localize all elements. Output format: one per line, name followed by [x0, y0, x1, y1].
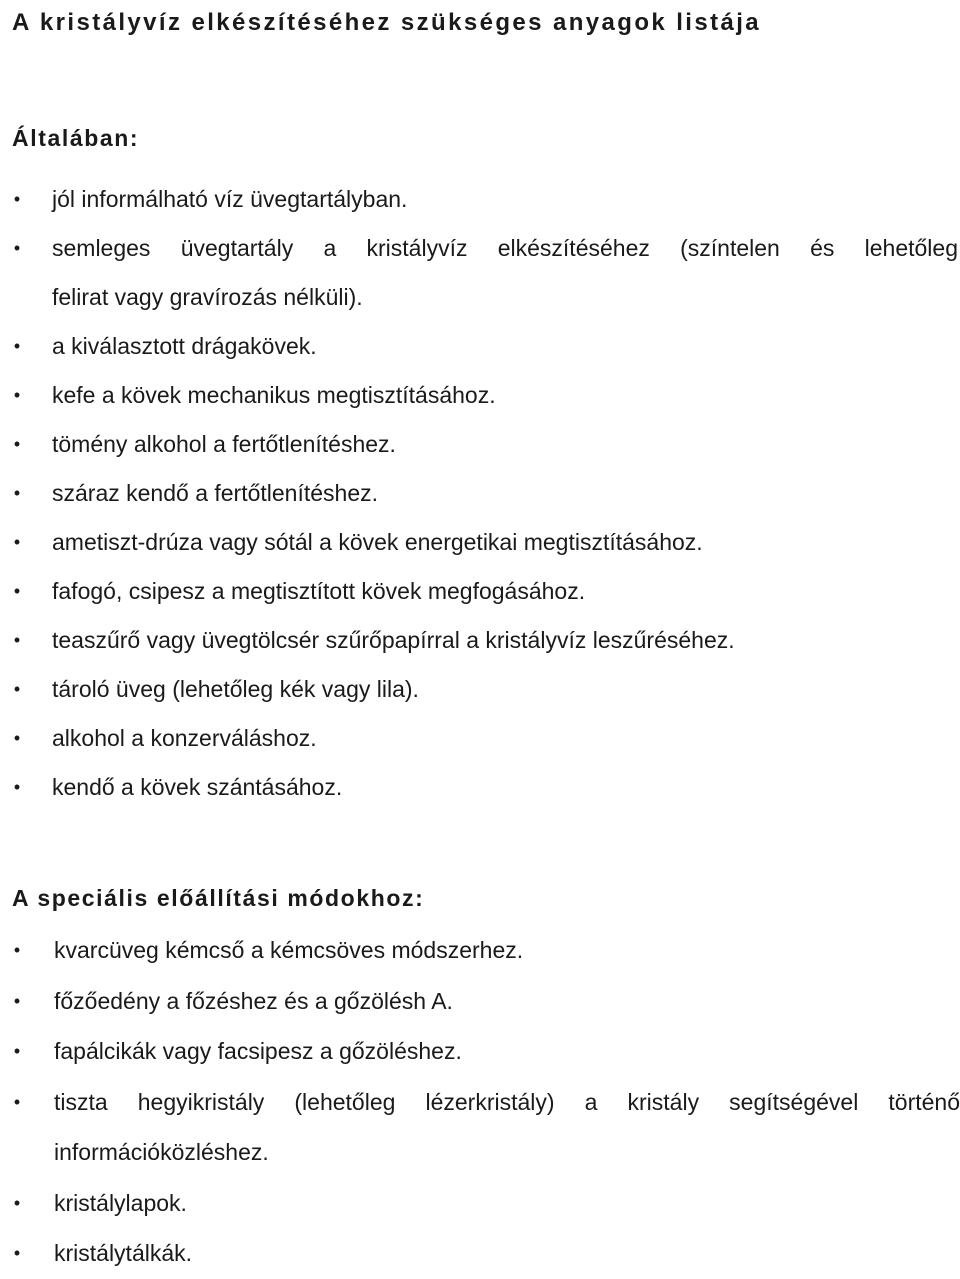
- bullet-icon: [11, 518, 23, 567]
- bullet-icon: [11, 1178, 23, 1229]
- list-item: • kvarcüveg kémcső a kémcsöves módszerhez.: [0, 925, 960, 976]
- list-item: • teaszűrő vagy üvegtölcsér szűrőpapírral a kristályvíz leszűréséhez.: [0, 616, 960, 665]
- list-item: • alkohol a konzerváláshoz.: [0, 714, 960, 763]
- bullet-icon: [11, 1228, 23, 1279]
- materials-list-special-methods: [0, 925, 960, 1279]
- bullet-icon: [11, 665, 23, 714]
- list-item: • tároló üveg (lehetőleg kék vagy lila).: [0, 665, 960, 714]
- materials-list-general: [0, 175, 960, 812]
- document-title: A kristályvíz elkészítéséhez szükséges anyagok listája: [12, 9, 762, 36]
- list-item: • tömény alkohol a fertőtlenítéshez.: [0, 420, 960, 469]
- bullet-icon: [11, 371, 23, 420]
- list-item: • jól informálható víz üvegtartályban.: [0, 175, 960, 224]
- list-item: • tiszta hegyikristály (lehetőleg lézerkristály) a kristály segítségével történő információközléshez.: [0, 1077, 960, 1178]
- bullet-icon: [11, 469, 23, 518]
- bullet-icon: [11, 224, 23, 273]
- bullet-icon: [11, 420, 23, 469]
- list-item: • ametiszt-drúza vagy sótál a kövek energetikai megtisztításához.: [0, 518, 960, 567]
- list-item: • kristálytálkák.: [0, 1228, 960, 1279]
- bullet-icon: [11, 714, 23, 763]
- list-item: • semleges üvegtartály a kristályvíz elkészítéséhez (színtelen és lehetőleg felirat vagy gravírozás nélküli).: [0, 224, 958, 322]
- bullet-icon: [11, 976, 23, 1027]
- section-heading-special-methods: A speciális előállítási módokhoz:: [12, 885, 425, 911]
- bullet-icon: [11, 1077, 23, 1128]
- list-item: • fapálcikák vagy facsipesz a gőzöléshez.: [0, 1026, 960, 1077]
- bullet-icon: [11, 925, 23, 976]
- list-item: • kendő a kövek szántásához.: [0, 763, 960, 812]
- bullet-icon: [11, 175, 23, 224]
- section-heading-general: Általában:: [12, 125, 140, 151]
- bullet-icon: [11, 567, 23, 616]
- bullet-icon: [11, 1026, 23, 1077]
- bullet-icon: [11, 763, 23, 812]
- bullet-icon: [11, 616, 23, 665]
- list-item: • a kiválasztott drágakövek.: [0, 322, 960, 371]
- list-item: • főzőedény a főzéshez és a gőzölésh A.: [0, 976, 960, 1027]
- list-item: • száraz kendő a fertőtlenítéshez.: [0, 469, 960, 518]
- list-item: • kristálylapok.: [0, 1178, 960, 1229]
- bullet-icon: [11, 322, 23, 371]
- list-item: • kefe a kövek mechanikus megtisztításához.: [0, 371, 960, 420]
- list-item: • fafogó, csipesz a megtisztított kövek megfogásához.: [0, 567, 960, 616]
